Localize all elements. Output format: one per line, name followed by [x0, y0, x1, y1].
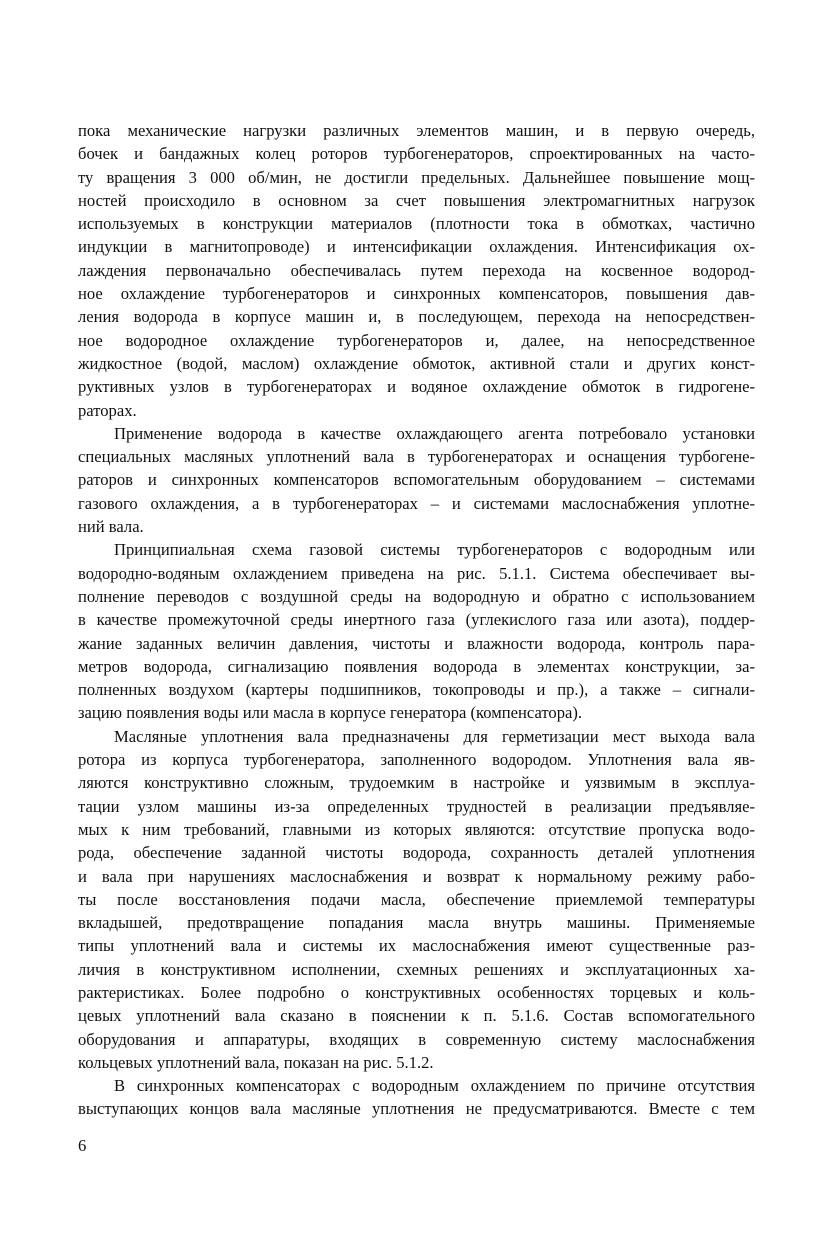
text-line: выступающих концов вала масляные уплотнения не предусматриваются. Вместе с тем	[78, 1099, 755, 1119]
paragraph	[78, 1074, 755, 1121]
text-line: типы уплотнений вала и системы их маслоснабжения имеют существенные раз-	[78, 936, 755, 956]
paragraph	[78, 422, 755, 538]
text-line: личия в конструктивном исполнении, схемных решениях и эксплуатационных ха-	[78, 959, 755, 979]
paragraph	[78, 119, 755, 422]
text-line: раторов и синхронных компенсаторов вспомогательным оборудованием – системами	[78, 470, 755, 490]
text-line: ное водородное охлаждение турбогенераторов и, далее, на непосредственное	[78, 330, 755, 350]
page-number: 6	[78, 1136, 87, 1155]
text-line: раторах.	[78, 400, 137, 420]
text-line: и вала при нарушениях маслоснабжения и возврат к нормальному режиму рабо-	[78, 866, 755, 886]
text-line: ний вала.	[78, 517, 144, 537]
text-line: ляются конструктивно сложным, трудоемким в настройке и уязвимым в эксплуа-	[78, 773, 755, 793]
text-line: бочек и бандажных колец роторов турбогенераторов, спроектированных на часто-	[78, 144, 755, 164]
text-line: Применение водорода в качестве охлаждающего агента потребовало установки	[114, 423, 755, 443]
text-line: водородно-водяным охлаждением приведена на рис. 5.1.1. Система обеспечивает вы-	[78, 563, 755, 583]
text-line: рода, обеспечение заданной чистоты водорода, сохранность деталей уплотнения	[78, 843, 755, 863]
text-line: мых к ним требований, главными из которых являются: отсутствие пропуска водо-	[78, 819, 755, 839]
text-line: в качестве промежуточной среды инертного газа (углекислого газа или азота), поддер-	[78, 610, 755, 630]
text-line: ностей происходило в основном за счет повышения электромагнитных нагрузок	[78, 190, 755, 210]
text-line: полненных воздухом (картеры подшипников, токопроводы и пр.), а также – сигнали-	[78, 680, 755, 700]
text-line: жидкостное (водой, маслом) охлаждение обмоток, активной стали и других конст-	[78, 353, 755, 373]
text-line: ное охлаждение турбогенераторов и синхронных компенсаторов, повышения дав-	[78, 284, 755, 304]
text-line: рактеристиках. Более подробно о конструктивных особенностях торцевых и коль-	[78, 982, 755, 1002]
text-line: В синхронных компенсаторах с водородным охлаждением по причине отсутствия	[114, 1076, 755, 1096]
text-line: жание заданных величин давления, чистоты и влажности водорода, контроль пара-	[78, 633, 755, 653]
text-line: газового охлаждения, а в турбогенераторах – и системами маслоснабжения уплотне-	[78, 493, 755, 513]
text-line: используемых в конструкции материалов (плотности тока в обмотках, частично	[78, 214, 755, 234]
text-line: пока механические нагрузки различных элементов машин, и в первую очередь,	[78, 121, 755, 140]
text-line: метров водорода, сигнализацию появления водорода в элементах конструкции, за-	[78, 656, 755, 676]
text-line: индукции в магнитопроводе) и интенсификации охлаждения. Интенсификация ох-	[78, 237, 755, 257]
paragraph	[78, 725, 755, 1074]
text-line: тации узлом машины из-за определенных трудностей в реализации предъявляе-	[78, 796, 755, 816]
text-line: специальных масляных уплотнений вала в турбогенераторах и оснащения турбогене-	[78, 447, 755, 467]
text-line: ления водорода в корпусе машин и, в последующем, перехода на непосредствен-	[78, 307, 755, 327]
text-line: цевых уплотнений вала сказано в пояснении к п. 5.1.6. Состав вспомогательного	[78, 1006, 755, 1026]
text-line: кольцевых уплотнений вала, показан на рис. 5.1.2.	[78, 1052, 434, 1072]
text-line: лаждения первоначально обеспечивалась путем перехода на косвенное водород-	[78, 260, 755, 280]
text-line: оборудования и аппаратуры, входящих в современную систему маслоснабжения	[78, 1029, 755, 1049]
text-line: ты после восстановления подачи масла, обеспечение приемлемой температуры	[78, 889, 755, 909]
document-body	[78, 119, 755, 1121]
text-line: ту вращения 3 000 об/мин, не достигли предельных. Дальнейшее повышение мощ-	[78, 167, 755, 187]
text-line: руктивных узлов в турбогенераторах и водяное охлаждение обмоток в гидрогене-	[78, 377, 755, 397]
text-line: ротора из корпуса турбогенератора, заполненного водородом. Уплотнения вала яв-	[78, 750, 755, 770]
text-line: Принципиальная схема газовой системы турбогенераторов с водородным или	[114, 540, 755, 560]
paragraph	[78, 538, 755, 724]
text-line: зацию появления воды или масла в корпусе генератора (компенсатора).	[78, 703, 583, 723]
text-line: вкладышей, предотвращение попадания масла внутрь машины. Применяемые	[78, 913, 755, 933]
text-line: Масляные уплотнения вала предназначены для герметизации мест выхода вала	[114, 726, 755, 746]
text-line: полнение переводов с воздушной среды на водородную и обратно с использованием	[78, 586, 755, 606]
